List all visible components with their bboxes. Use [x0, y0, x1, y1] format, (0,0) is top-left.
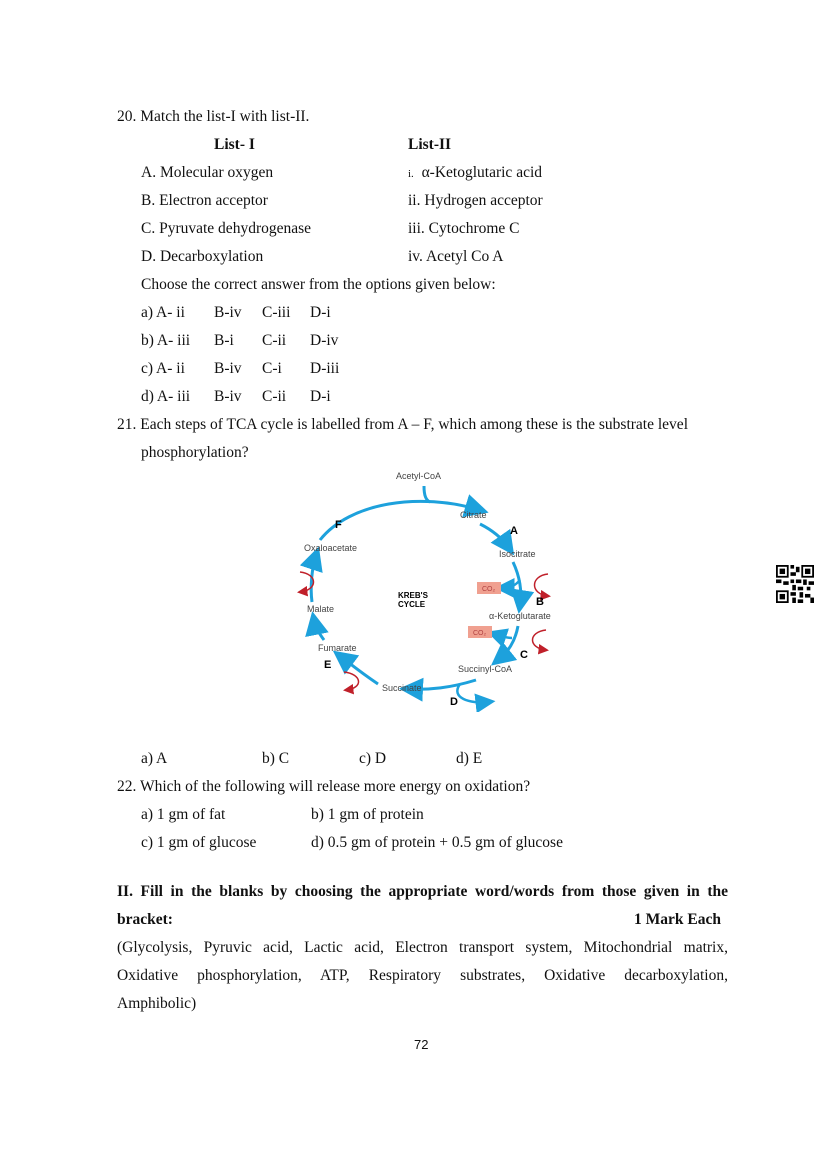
section2-heading-line2: bracket:	[117, 911, 173, 928]
list2-roman: i.	[408, 168, 414, 180]
option-label: c) A- ii	[141, 360, 185, 377]
label-acetyl-coa: Acetyl-CoA	[396, 471, 442, 481]
label-isocitrate: Isocitrate	[499, 549, 536, 559]
side-arrow-d	[457, 684, 488, 702]
label-fumarate: Fumarate	[318, 643, 357, 653]
q20-instruction: Choose the correct answer from the options given below:	[141, 276, 496, 293]
q22-stem: 22. Which of the following will release more energy on oxidation?	[117, 778, 531, 795]
label-alpha-ketoglutarate: α-Ketoglutarate	[489, 611, 551, 621]
section2-words-line2: Oxidative phosphorylation, ATP, Respiratory substrates, Oxidative decarboxylation,	[117, 967, 728, 984]
arrow-f	[320, 501, 480, 540]
q21-option-c: c) D	[359, 750, 387, 767]
section2-marks: 1 Mark Each	[634, 911, 721, 928]
option-d: D-iv	[310, 332, 339, 349]
label-oxaloacetate: Oxaloacetate	[304, 543, 358, 553]
option-b: B-i	[214, 332, 234, 349]
acetyl-entry-arrow	[424, 486, 430, 502]
q21-stem-line1: 21. Each steps of TCA cycle is labelled from A – F, which among these is the substrate level	[117, 416, 688, 433]
option-d: D-iii	[310, 360, 340, 377]
list2-item-iii	[408, 220, 520, 238]
arrow-a	[480, 524, 509, 548]
qr-code-icon[interactable]	[776, 565, 814, 603]
list2-roman: ii.	[408, 192, 421, 209]
step-label-d: D	[450, 696, 458, 708]
section2-words-line3: Amphibolic)	[117, 995, 197, 1012]
section2-words-line1: (Glycolysis, Pyruvic acid, Lactic acid, Electron transport system, Mitochondrial matrix,	[117, 939, 728, 956]
option-c: C-ii	[262, 388, 287, 405]
step-label-b: B	[536, 596, 544, 608]
option-label: a) A- ii	[141, 304, 185, 321]
list2-roman: iii.	[408, 220, 425, 237]
q22-option-a: a) 1 gm of fat	[141, 806, 226, 823]
co2-label-1: CO₂	[482, 586, 496, 593]
list1-item-b: B. Electron acceptor	[141, 192, 268, 209]
option-label: d) A- iii	[141, 388, 191, 405]
side-arrow-b	[535, 574, 549, 596]
step-label-e: E	[324, 659, 332, 671]
q21-option-a: a) A	[141, 750, 168, 767]
option-c: C-ii	[262, 332, 287, 349]
option-b: B-iv	[214, 388, 242, 405]
option-c: C-iii	[262, 304, 291, 321]
co2-release-arrow-2	[494, 634, 512, 638]
list2-header: List-II	[408, 136, 452, 153]
q22-option-b: b) 1 gm of protein	[311, 806, 424, 823]
option-b: B-iv	[214, 360, 242, 377]
list1-header: List- I	[214, 136, 255, 153]
list1-item-a: A. Molecular oxygen	[141, 164, 274, 181]
side-arrow-c	[533, 630, 547, 650]
option-label: b) A- iii	[141, 332, 191, 349]
krebs-cycle-diagram	[280, 462, 580, 712]
side-arrow-e	[344, 672, 359, 690]
option-c: C-i	[262, 360, 282, 377]
option-b: B-iv	[214, 304, 242, 321]
q21-stem-line2: phosphorylation?	[141, 444, 249, 461]
label-malate: Malate	[307, 604, 335, 614]
list2-item-ii	[408, 192, 543, 210]
list2-item-i	[408, 164, 542, 182]
q21-option-b: b) C	[262, 750, 290, 767]
option-d: D-i	[310, 388, 331, 405]
option-d: D-i	[310, 304, 331, 321]
label-succinyl-coa: Succinyl-CoA	[458, 664, 513, 674]
label-succinate: Succinate	[382, 683, 422, 693]
page-number: 72	[414, 1037, 429, 1052]
step-label-a: A	[510, 525, 518, 537]
arrow-c	[498, 626, 518, 660]
diagram-title-line1: KREB'S	[398, 591, 428, 600]
list2-item-iv	[408, 248, 503, 266]
label-citrate: Citrate	[460, 510, 487, 520]
list2-text: Cytochrome C	[428, 220, 520, 237]
list2-text: Acetyl Co A	[425, 248, 504, 265]
co2-release-arrow-1	[502, 580, 520, 588]
q22-option-d: d) 0.5 gm of protein + 0.5 gm of glucose	[311, 834, 563, 851]
q21-option-d: d) E	[456, 750, 483, 767]
step-label-f: F	[335, 519, 342, 531]
step-label-c: C	[520, 649, 528, 661]
co2-label-2: CO₂	[473, 630, 487, 637]
list2-text: α-Ketoglutaric acid	[421, 164, 543, 181]
diagram-title-line2: CYCLE	[398, 600, 426, 609]
q22-option-c: c) 1 gm of glucose	[141, 834, 257, 851]
arrow-malate	[314, 620, 324, 640]
list2-roman: iv.	[408, 248, 423, 265]
list1-item-d: D. Decarboxylation	[141, 248, 264, 265]
q20-stem: 20. Match the list-I with list-II.	[117, 108, 310, 125]
section2-heading-line1: II. Fill in the blanks by choosing the appropriate word/words from those given in the	[117, 883, 728, 900]
list2-text: Hydrogen acceptor	[424, 192, 543, 209]
list1-item-c: C. Pyruvate dehydrogenase	[141, 220, 312, 237]
